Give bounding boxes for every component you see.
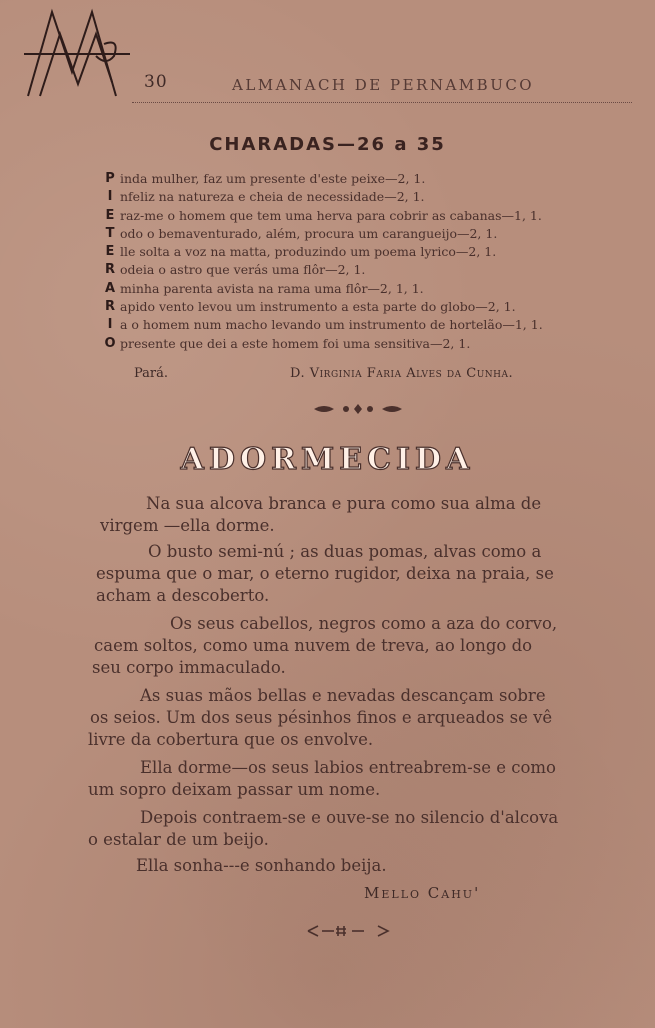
poem-line: Ella dorme—os seus labios entreabrem-se e como	[140, 758, 556, 777]
poem-line: o estalar de um beijo.	[88, 830, 269, 849]
list-item	[100, 298, 640, 316]
list-item	[100, 225, 640, 243]
running-title: ALMANACH DE PERNAMBUCO	[232, 76, 535, 94]
list-item	[100, 280, 640, 298]
charadas-list	[100, 170, 640, 353]
list-item	[100, 316, 640, 334]
list-item	[100, 188, 640, 206]
poem-line: Ella sonha---e sonhando beija.	[136, 856, 387, 875]
poem-line: espuma que o mar, o eterno rugidor, deixa na praia, se	[96, 564, 554, 583]
initial-letter: I	[107, 317, 113, 333]
clue-text: inda mulher, faz um presente d'este peixe—2, 1.	[120, 171, 426, 186]
charadas-heading: CHARADAS—26 a 35	[209, 134, 446, 155]
poem-line: os seios. Um dos seus pésinhos finos e arqueados se vê	[90, 708, 553, 727]
clue-text: presente que dei a este homem foi uma sensitiva—2, 1.	[120, 335, 471, 351]
initial-letter: I	[107, 189, 113, 205]
clue-text: a o homem num macho levando um instrumento de hortelão—1, 1.	[120, 317, 543, 333]
clue-text: odo o bemaventurado, além, procura um carangueijo—2, 1.	[120, 225, 498, 241]
poem-line: livre da cobertura que os envolve.	[88, 730, 374, 749]
poem-author: Mello Cahu'	[364, 884, 481, 902]
clue-text: apido vento levou um instrumento a esta parte do globo—2, 1.	[120, 299, 516, 315]
list-item	[100, 261, 640, 279]
charadas-author: D. Virginia Faria Alves da Cunha.	[290, 366, 514, 381]
poem-title: ADORMECIDA	[180, 442, 475, 477]
page-number: 30	[144, 72, 168, 92]
poem-line: Na sua alcova branca e pura como sua alma de	[146, 494, 542, 513]
clue-text: raz-me o homem que tem uma herva para cobrir as cabanas—1, 1.	[120, 207, 542, 223]
poem-line: virgem —ella dorme.	[100, 516, 275, 535]
initial-letter: R	[104, 262, 115, 278]
list-item	[100, 170, 640, 188]
poem-line: caem soltos, como uma nuvem de treva, ao longo do	[94, 636, 533, 655]
initial-letter: R	[104, 299, 115, 315]
ornament-divider-icon	[310, 400, 406, 418]
clue-text: nfeliz na natureza e cheia de necessidade—2, 1.	[120, 189, 425, 205]
ornament-divider-icon	[306, 922, 390, 940]
initial-letter: E	[105, 207, 115, 223]
charadas-signature	[0, 366, 655, 388]
initial-letter: P	[105, 171, 115, 186]
poem-line: um sopro deixam passar um nome.	[88, 780, 381, 799]
clue-text: lle solta a voz na matta, produzindo um poema lyrico—2, 1.	[120, 244, 497, 260]
clue-text: odeia o astro que verás uma flôr—2, 1.	[120, 262, 366, 278]
initial-letter: T	[105, 225, 115, 241]
list-item	[100, 243, 640, 261]
initial-letter: O	[104, 335, 116, 351]
list-item	[100, 207, 640, 225]
poem-line: Depois contraem-se e ouve-se no silencio d'alcova	[140, 808, 559, 827]
clue-text: minha parenta avista na rama uma flôr—2, 1, 1.	[120, 280, 424, 296]
initial-letter: E	[105, 244, 115, 260]
poem-line: seu corpo immaculado.	[92, 658, 286, 677]
poem-line: As suas mãos bellas e nevadas descançam sobre	[140, 686, 546, 705]
poem-line: O busto semi-nú ; as duas pomas, alvas como a	[148, 542, 542, 561]
page-header	[132, 72, 632, 103]
place-name: Pará.	[134, 366, 169, 381]
initial-letter: A	[104, 280, 116, 296]
poem-line: Os seus cabellos, negros como a aza do corvo,	[170, 614, 558, 633]
poem-line: acham a descoberto.	[96, 586, 270, 605]
list-item	[100, 335, 640, 353]
masthead-logo	[20, 4, 140, 104]
